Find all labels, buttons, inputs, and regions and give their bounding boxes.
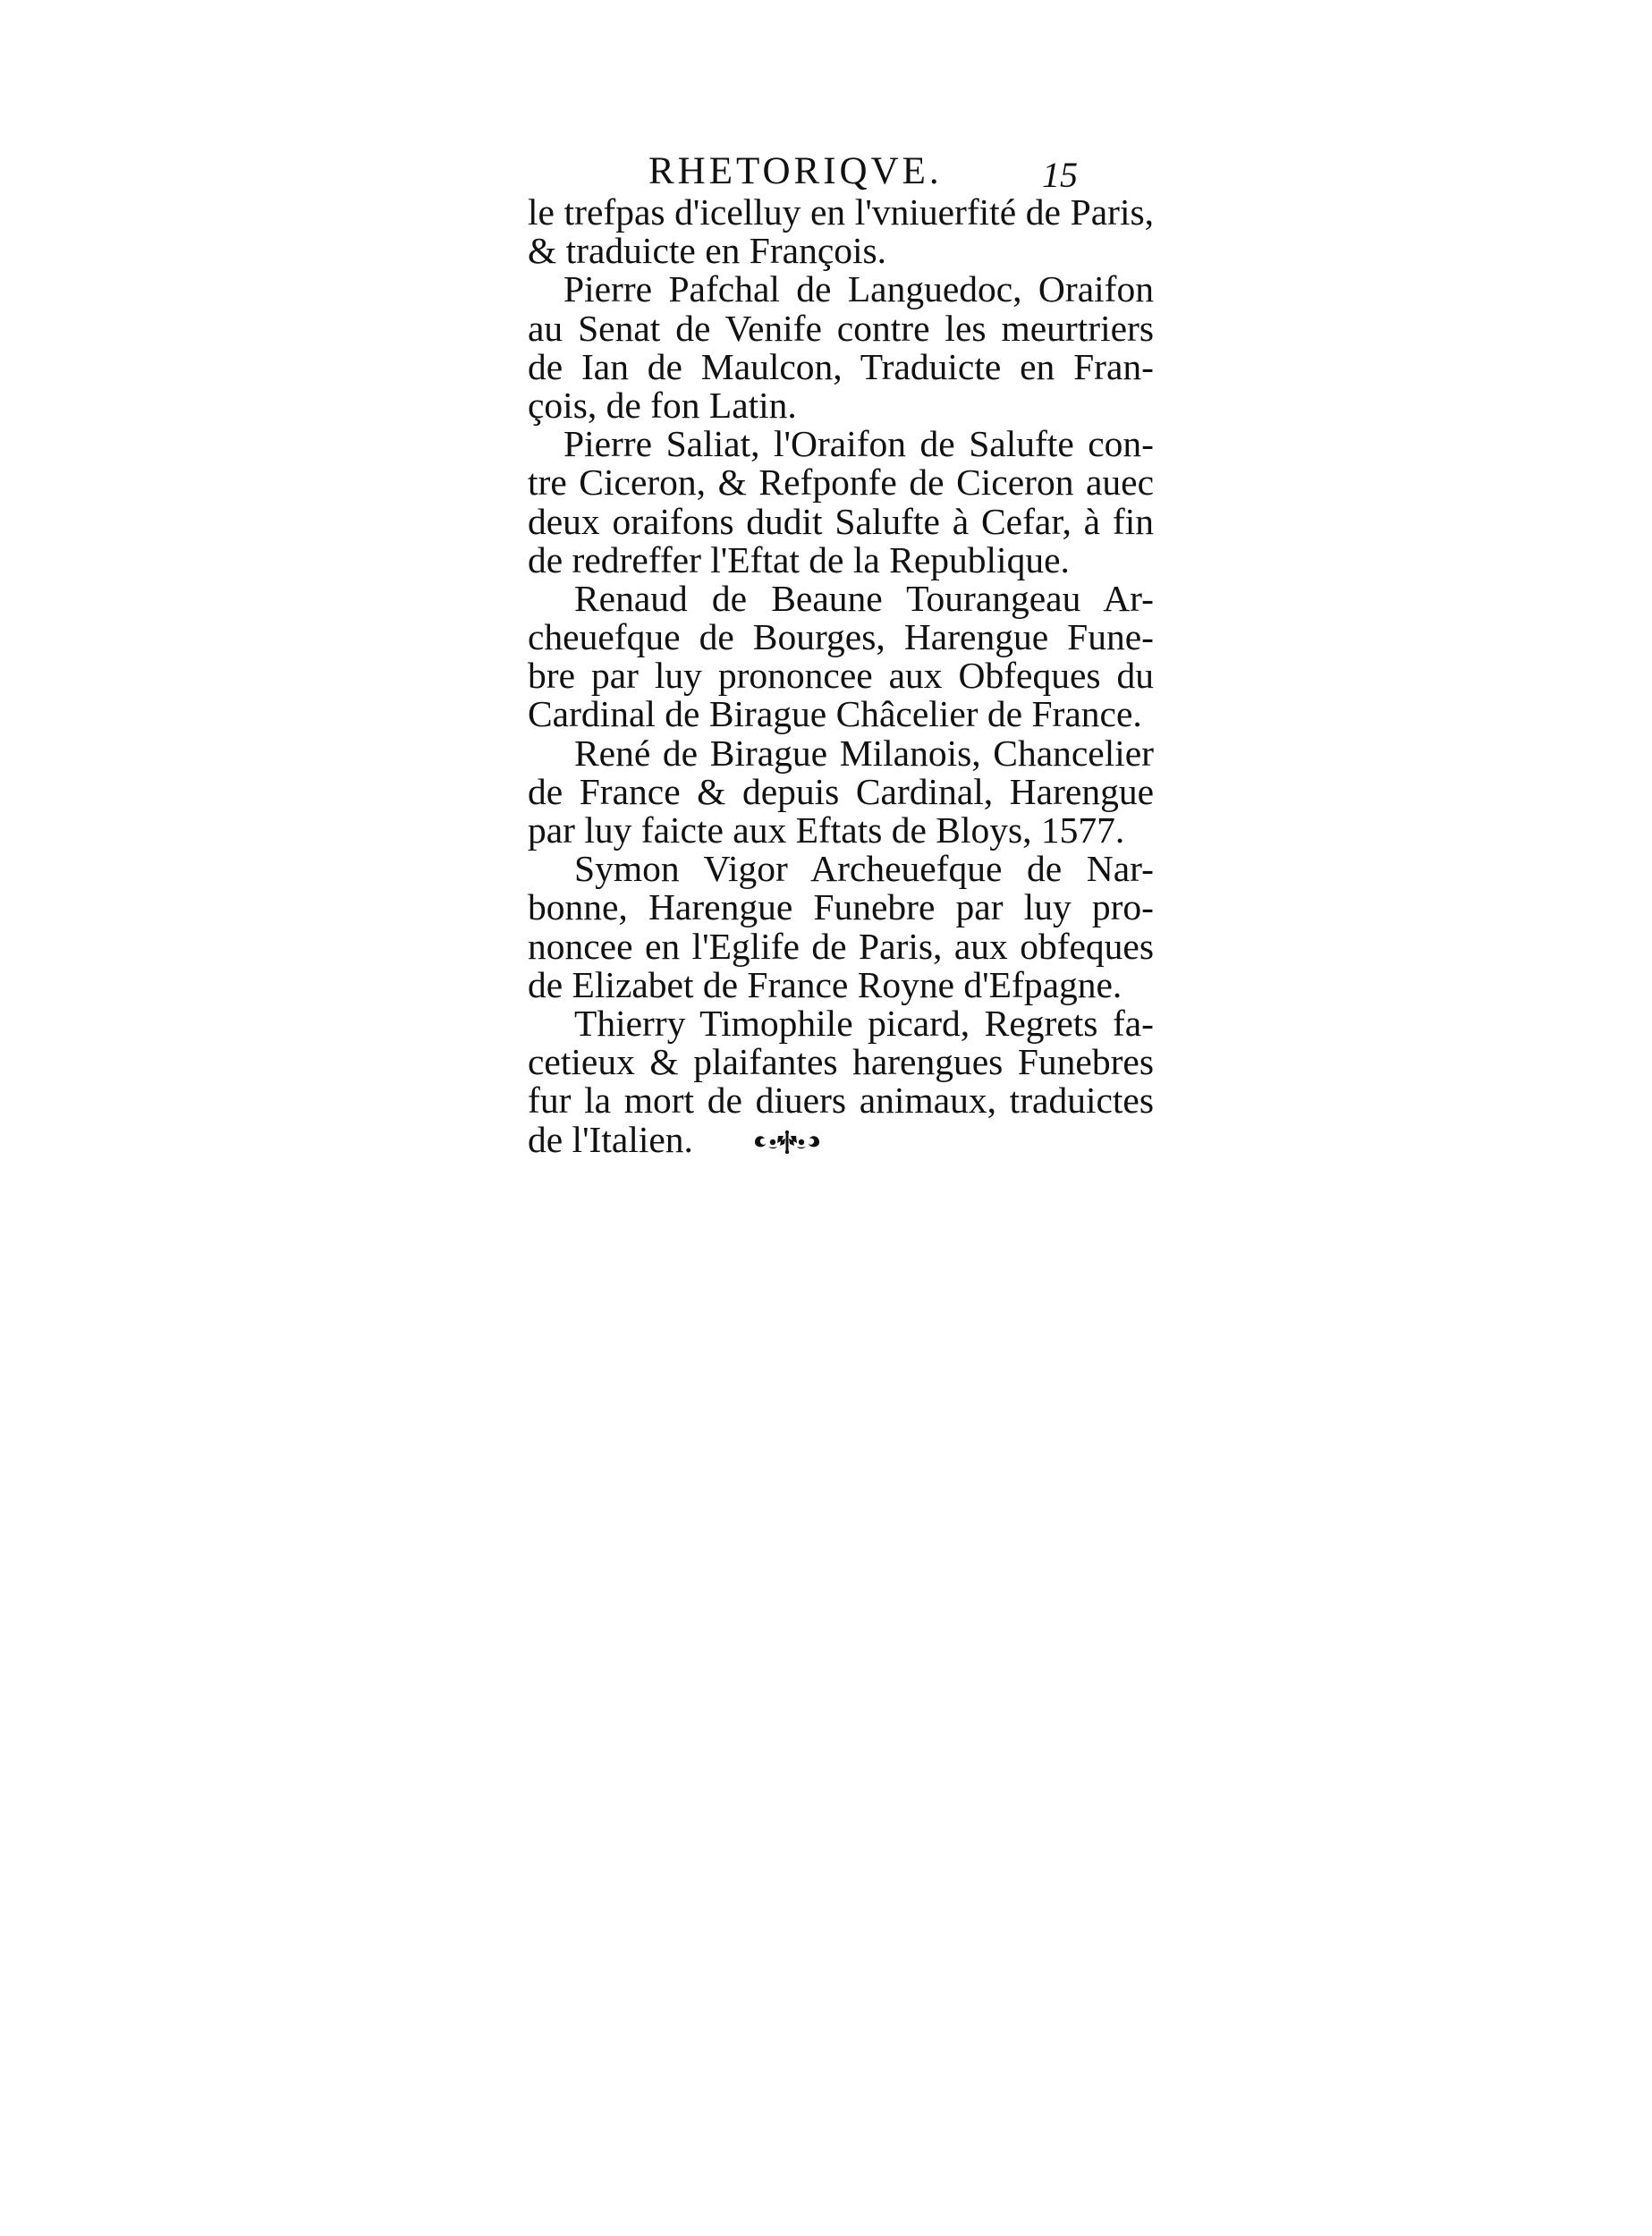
text-line: de redreffer l'Eftat de la Republique. [528, 538, 1070, 580]
text-line: & traduicte en François. [528, 230, 887, 272]
text-line: deux oraifons dudit Salufte à Cefar, à fin [528, 500, 1154, 542]
entry-beaune [528, 577, 1154, 735]
entry-vigor [528, 850, 1154, 1004]
entry-timophile [528, 1004, 1154, 1159]
text-line: de l'Italien. [528, 1118, 693, 1160]
text-block [528, 150, 1154, 1159]
text-line: Thierry Timophile picard, Regrets fa- [574, 1002, 1154, 1044]
text-line: Pierre Saliat, l'Oraifon de Salufte con- [563, 423, 1154, 465]
text-line: de France & depuis Cardinal, Harengue [528, 770, 1154, 812]
fleuron-ornament-icon [751, 1128, 823, 1156]
text-line: bonne, Harengue Funebre par luy pro- [528, 886, 1154, 928]
text-line: fur la mort de diuers animaux, traduictes [528, 1080, 1154, 1122]
running-title: RHETORIQVE. [648, 150, 943, 192]
text-line: le trefpas d'icelluy en l'vniuerfité de Paris, [528, 191, 1154, 233]
text-line: Pierre Pafchal de Languedoc, Oraifon [563, 268, 1154, 310]
text-line: noncee en l'Eglife de Paris, aux obfeques [528, 925, 1154, 967]
text-line: cheuefque de Bourges, Harengue Fune- [528, 616, 1154, 658]
entry-continuation [528, 193, 1154, 270]
text-line: Cardinal de Birague Châcelier de France. [528, 693, 1142, 735]
text-line: tre Ciceron, & Refponfe de Ciceron auec [528, 462, 1154, 504]
text-line: Symon Vigor Archeuefque de Nar- [574, 848, 1154, 890]
text-line: Renaud de Beaune Tourangeau Ar- [574, 577, 1154, 619]
text-line: de Elizabet de France Royne d'Efpagne. [528, 963, 1123, 1005]
text-line: au Senat de Venife contre les meurtriers [528, 307, 1154, 349]
entry-saliat [528, 425, 1154, 580]
text-line: de Ian de Maulcon, Traduicte en Fran- [528, 345, 1154, 387]
running-head [528, 150, 1154, 193]
text-line: çois, de fon Latin. [528, 384, 797, 426]
text-line: René de Birague Milanois, Chancelier [574, 732, 1154, 774]
entry-birague [528, 734, 1154, 851]
text-line: cetieux & plaifantes harengues Funebres [528, 1041, 1154, 1083]
page-number: 15 [1042, 155, 1078, 195]
entry-pascal [528, 270, 1154, 425]
text-line: bre par luy prononcee aux Obfeques du [528, 655, 1154, 697]
text-line: par luy faicte aux Eftats de Bloys, 1577. [528, 809, 1125, 851]
